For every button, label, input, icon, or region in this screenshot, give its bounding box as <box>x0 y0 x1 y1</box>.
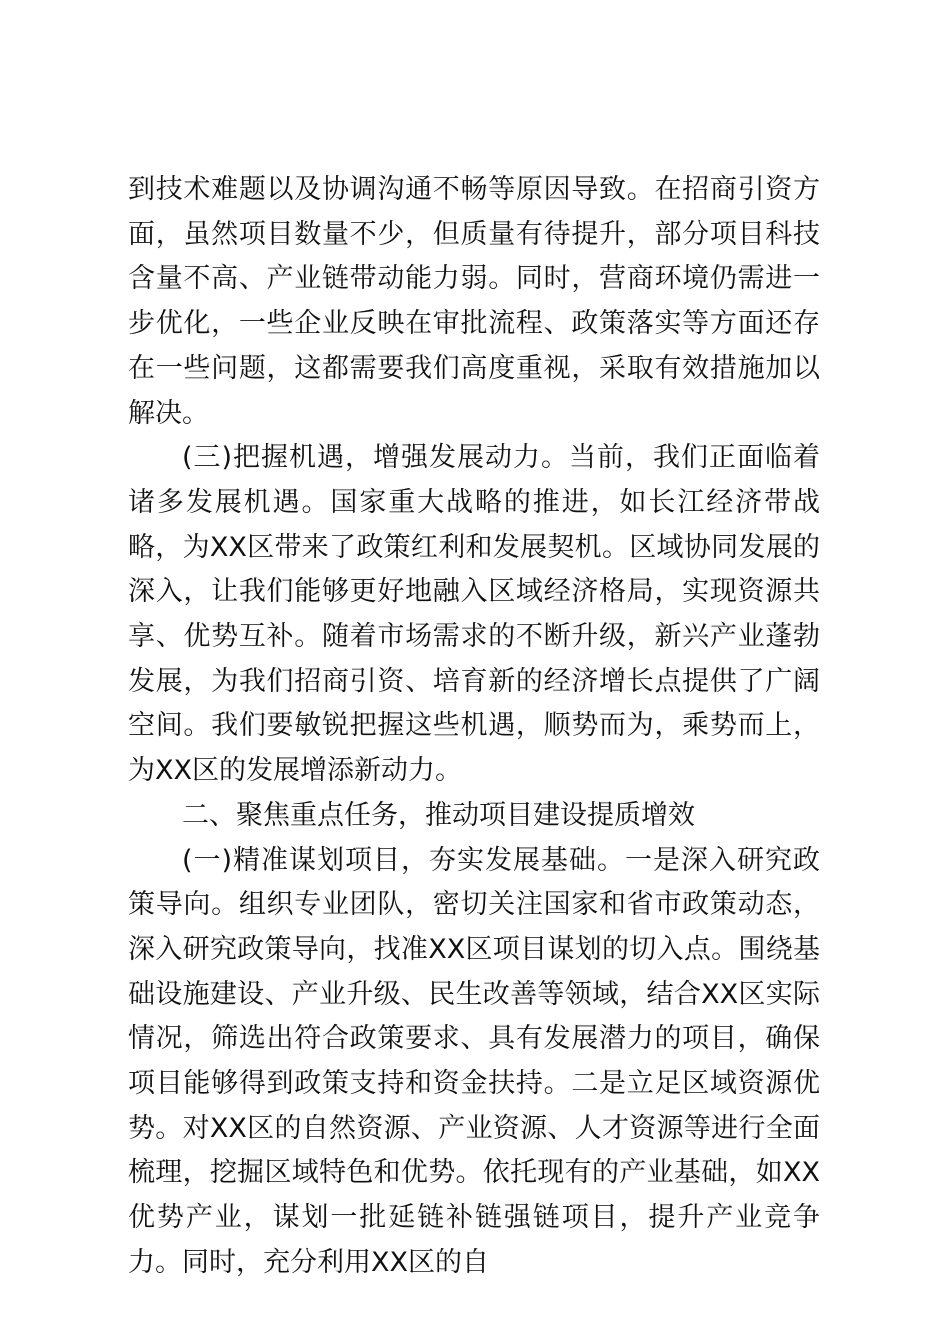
paragraph-project-planning: (一)精准谋划项目，夯实发展基础。一是深入研究政策导向。组织专业团队，密切关注国家和省市政策动态，深入研究政策导向，找准XX区项目谋划的切入点。围绕基础设施建设、产业升级、民生改善等领域，结合XX区实际情况，筛选出符合政策要求、具有发展潜力的项目，确保项目能够得到政策支持和资金扶持。二是立足区域资源优势。对XX区的自然资源、产业资源、人才资源等进行全面梳理，挖掘区域特色和优势。依托现有的产业基础，如XX优势产业，谋划一批延链补链强链项目，提升产业竞争力。同时，充分利用XX区的自 <box>128 844 820 1278</box>
document-body <box>128 168 820 1286</box>
paragraph-opportunities: (三)把握机遇，增强发展动力。当前，我们正面临着诸多发展机遇。国家重大战略的推进，如长江经济带战略，为XX区带来了政策红利和发展契机。区域协同发展的深入，让我们能够更好地融入区域经济格局，实现资源共享、优势互补。随着市场需求的不断升级，新兴产业蓬勃发展，为我们招商引资、培育新的经济增长点提供了广阔空间。我们要敏锐把握这些机遇，顺势而为，乘势而上，为XX区的发展增添新动力。 <box>128 442 820 787</box>
section-heading: 二、聚焦重点任务，推动项目建设提质增效 <box>182 799 695 831</box>
paragraph-continuation: 到技术难题以及协调沟通不畅等原因导致。在招商引资方面，虽然项目数量不少，但质量有待提升，部分项目科技含量不高、产业链带动能力弱。同时，营商环境仍需进一步优化，一些企业反映在审批流程、政策落实等方面还存在一些问题，这都需要我们高度重视，采取有效措施加以解决。 <box>128 174 820 429</box>
